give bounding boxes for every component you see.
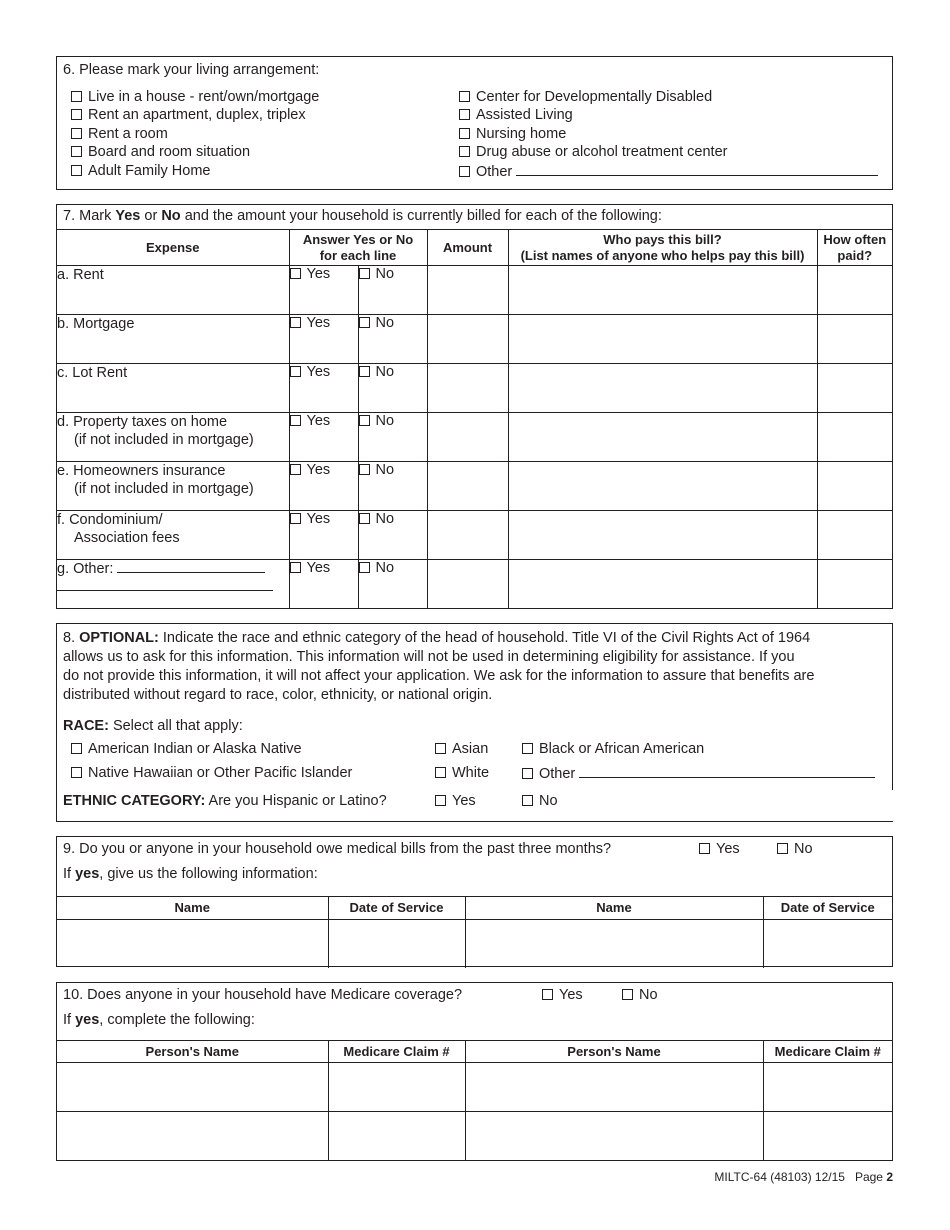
race-label: RACE: Select all that apply: xyxy=(63,718,243,734)
table-row xyxy=(57,560,892,608)
amount-cell[interactable] xyxy=(427,315,508,364)
checkbox[interactable] xyxy=(359,464,370,475)
checkbox[interactable] xyxy=(290,317,301,328)
yes-option[interactable]: Yes xyxy=(289,266,358,315)
checkbox[interactable] xyxy=(459,166,470,177)
checkbox[interactable] xyxy=(459,91,470,102)
header-medicare-claim: Medicare Claim # xyxy=(763,1041,892,1063)
q7-header-amount: Amount xyxy=(427,230,508,266)
q8-right-border xyxy=(892,624,893,790)
person-name-cell[interactable] xyxy=(57,1063,328,1112)
q10-section xyxy=(56,982,893,1161)
q9-section xyxy=(56,836,893,967)
no-option[interactable]: No xyxy=(358,364,427,413)
who-pays-cell[interactable] xyxy=(508,315,817,364)
q10-header-row xyxy=(57,1041,892,1063)
race-option-asian[interactable]: Asian xyxy=(435,741,488,757)
q6-option-cdd[interactable]: Center for Developmentally Disabled xyxy=(459,89,712,105)
person-name-cell[interactable] xyxy=(465,1112,763,1160)
table-row xyxy=(57,1063,892,1112)
page-footer: MILTC-64 (48103) 12/15 Page 2 xyxy=(714,1170,893,1184)
name-cell[interactable] xyxy=(57,920,328,968)
who-pays-cell[interactable] xyxy=(508,462,817,511)
how-often-cell[interactable] xyxy=(817,364,892,413)
q8-intro: 8. OPTIONAL: Indicate the race and ethnic category of the head of household. Title VI of the Civil Rights Act of 1964 allows us to ask for this information. This information will not be used in determining eligibility for assistance. If you do not provide this information, it will not affect your application. We ask for the information to assure that benefits are distributed without regard to race, color, ethnicity, or national origin. xyxy=(63,630,815,703)
race-option-white[interactable]: White xyxy=(435,765,489,781)
checkbox[interactable] xyxy=(359,513,370,524)
q8-section xyxy=(56,623,893,822)
no-option[interactable]: No xyxy=(358,560,427,608)
q6-option-house[interactable]: Live in a house - rent/own/mortgage xyxy=(71,89,319,105)
race-option-black[interactable]: Black or African American xyxy=(522,741,704,757)
expense-label: g. Other: xyxy=(57,560,289,608)
no-option[interactable]: No xyxy=(358,462,427,511)
checkbox[interactable] xyxy=(522,768,533,779)
checkbox[interactable] xyxy=(290,513,301,524)
checkbox[interactable] xyxy=(459,146,470,157)
ethnic-category-label: ETHNIC CATEGORY: Are you Hispanic or Latino? xyxy=(63,793,387,809)
amount-cell[interactable] xyxy=(427,413,508,462)
claim-cell[interactable] xyxy=(763,1112,892,1160)
expense-label: e. Homeowners insurance (if not included in mortgage) xyxy=(57,462,289,511)
checkbox[interactable] xyxy=(290,464,301,475)
expense-label: d. Property taxes on home (if not included in mortgage) xyxy=(57,413,289,462)
race-option-other[interactable]: Other xyxy=(522,765,875,782)
q7-header-row xyxy=(57,230,892,266)
checkbox[interactable] xyxy=(359,268,370,279)
date-cell[interactable] xyxy=(763,920,892,968)
page-number: 2 xyxy=(886,1170,893,1184)
checkbox[interactable] xyxy=(359,415,370,426)
q7-expense-table xyxy=(57,229,892,608)
claim-cell[interactable] xyxy=(328,1063,465,1112)
how-often-cell[interactable] xyxy=(817,511,892,560)
checkbox[interactable] xyxy=(777,843,788,854)
q9-question: 9. Do you or anyone in your household owe medical bills from the past three months? xyxy=(63,841,612,857)
q10-yes-option[interactable]: Yes xyxy=(542,987,583,1003)
who-pays-cell[interactable] xyxy=(508,560,817,608)
checkbox[interactable] xyxy=(522,795,533,806)
q7-header-who: Who pays this bill? (List names of anyone who helps pay this bill) xyxy=(508,230,817,266)
no-option[interactable]: No xyxy=(358,413,427,462)
ethnic-no-option[interactable]: No xyxy=(522,793,558,809)
amount-cell[interactable] xyxy=(427,511,508,560)
q7-header-answer: Answer Yes or No for each line xyxy=(289,230,427,266)
q7-header-how-often: How often paid? xyxy=(817,230,892,266)
q6-option-treatment[interactable]: Drug abuse or alcohol treatment center xyxy=(459,144,727,160)
checkbox[interactable] xyxy=(71,743,82,754)
table-row xyxy=(57,315,892,364)
q6-option-board[interactable]: Board and room situation xyxy=(71,144,250,160)
race-option-american-indian[interactable]: American Indian or Alaska Native xyxy=(71,741,302,757)
checkbox[interactable] xyxy=(71,109,82,120)
checkbox[interactable] xyxy=(435,767,446,778)
q7-section xyxy=(56,204,893,609)
checkbox[interactable] xyxy=(71,91,82,102)
q9-yes-option[interactable]: Yes xyxy=(699,841,740,857)
amount-cell[interactable] xyxy=(427,266,508,315)
checkbox[interactable] xyxy=(435,795,446,806)
q10-no-option[interactable]: No xyxy=(622,987,658,1003)
who-pays-cell[interactable] xyxy=(508,413,817,462)
claim-cell[interactable] xyxy=(328,1112,465,1160)
q6-section xyxy=(56,56,893,190)
checkbox[interactable] xyxy=(71,165,82,176)
table-row xyxy=(57,413,892,462)
other-expense-input[interactable] xyxy=(117,560,265,573)
race-other-input[interactable] xyxy=(579,765,875,778)
no-option[interactable]: No xyxy=(358,315,427,364)
date-cell[interactable] xyxy=(328,920,465,968)
q9-no-option[interactable]: No xyxy=(777,841,813,857)
q6-option-nursing[interactable]: Nursing home xyxy=(459,126,566,142)
checkbox[interactable] xyxy=(522,743,533,754)
q6-option-apartment[interactable]: Rent an apartment, duplex, triplex xyxy=(71,107,306,123)
person-name-cell[interactable] xyxy=(57,1112,328,1160)
person-name-cell[interactable] xyxy=(465,1063,763,1112)
q9-instruction: If yes, give us the following information: xyxy=(63,866,318,882)
claim-cell[interactable] xyxy=(763,1063,892,1112)
yes-option[interactable]: Yes xyxy=(289,560,358,608)
yes-option[interactable]: Yes xyxy=(289,315,358,364)
checkbox[interactable] xyxy=(359,317,370,328)
no-option[interactable]: No xyxy=(358,266,427,315)
who-pays-cell[interactable] xyxy=(508,266,817,315)
race-option-pacific-islander[interactable]: Native Hawaiian or Other Pacific Islander xyxy=(71,765,352,781)
table-row xyxy=(57,511,892,560)
expense-label: f. Condominium/ Association fees xyxy=(57,511,289,560)
checkbox[interactable] xyxy=(542,989,553,1000)
q6-option-assisted[interactable]: Assisted Living xyxy=(459,107,573,123)
q7-header-expense: Expense xyxy=(57,230,289,266)
table-row xyxy=(57,364,892,413)
how-often-cell[interactable] xyxy=(817,462,892,511)
table-row xyxy=(57,920,892,968)
header-medicare-claim: Medicare Claim # xyxy=(328,1041,465,1063)
how-often-cell[interactable] xyxy=(817,315,892,364)
checkbox[interactable] xyxy=(290,415,301,426)
amount-cell[interactable] xyxy=(427,462,508,511)
checkbox[interactable] xyxy=(459,109,470,120)
checkbox[interactable] xyxy=(622,989,633,1000)
q7-label: 7. Mark Yes or No and the amount your household is currently billed for each of the following: xyxy=(63,208,662,224)
how-often-cell[interactable] xyxy=(817,560,892,608)
checkbox[interactable] xyxy=(71,128,82,139)
checkbox[interactable] xyxy=(359,366,370,377)
who-pays-cell[interactable] xyxy=(508,511,817,560)
how-often-cell[interactable] xyxy=(817,266,892,315)
checkbox[interactable] xyxy=(290,562,301,573)
q6-label: 6. Please mark your living arrangement: xyxy=(63,62,320,78)
expense-label: b. Mortgage xyxy=(57,315,289,364)
checkbox[interactable] xyxy=(71,767,82,778)
q9-header-row xyxy=(57,897,892,920)
expense-label: a. Rent xyxy=(57,266,289,315)
ethnic-yes-option[interactable]: Yes xyxy=(435,793,476,809)
checkbox[interactable] xyxy=(290,268,301,279)
name-cell[interactable] xyxy=(465,920,763,968)
no-option[interactable]: No xyxy=(358,511,427,560)
checkbox[interactable] xyxy=(459,128,470,139)
table-row xyxy=(57,1112,892,1160)
table-row xyxy=(57,266,892,315)
q6-other-input[interactable] xyxy=(516,163,878,176)
table-row xyxy=(57,462,892,511)
expense-label: c. Lot Rent xyxy=(57,364,289,413)
yes-option[interactable]: Yes xyxy=(289,511,358,560)
checkbox[interactable] xyxy=(435,743,446,754)
header-person-name: Person's Name xyxy=(465,1041,763,1063)
checkbox[interactable] xyxy=(71,146,82,157)
q6-option-room[interactable]: Rent a room xyxy=(71,126,168,142)
amount-cell[interactable] xyxy=(427,560,508,608)
q10-instruction: If yes, complete the following: xyxy=(63,1012,255,1028)
header-name: Name xyxy=(465,897,763,920)
checkbox[interactable] xyxy=(290,366,301,377)
q6-option-afh[interactable]: Adult Family Home xyxy=(71,163,210,179)
header-date-of-service: Date of Service xyxy=(763,897,892,920)
q6-option-other[interactable]: Other xyxy=(459,163,878,180)
medicare-table xyxy=(57,1040,892,1160)
how-often-cell[interactable] xyxy=(817,413,892,462)
medical-bills-table xyxy=(57,896,892,968)
yes-option[interactable]: Yes xyxy=(289,364,358,413)
other-expense-input-line2[interactable] xyxy=(57,578,273,591)
checkbox[interactable] xyxy=(699,843,710,854)
header-name: Name xyxy=(57,897,328,920)
who-pays-cell[interactable] xyxy=(508,364,817,413)
yes-option[interactable]: Yes xyxy=(289,462,358,511)
checkbox[interactable] xyxy=(359,562,370,573)
yes-option[interactable]: Yes xyxy=(289,413,358,462)
header-date-of-service: Date of Service xyxy=(328,897,465,920)
q10-question: 10. Does anyone in your household have Medicare coverage? xyxy=(63,987,463,1003)
header-person-name: Person's Name xyxy=(57,1041,328,1063)
amount-cell[interactable] xyxy=(427,364,508,413)
form-id: MILTC-64 (48103) 12/15 xyxy=(714,1170,845,1184)
